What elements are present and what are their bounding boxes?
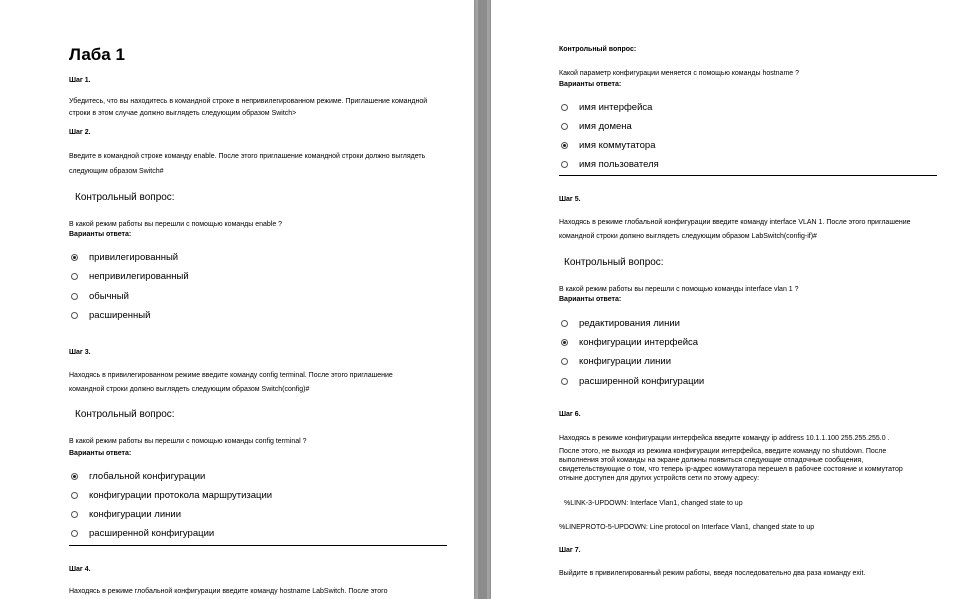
radio-icon[interactable] [71,511,78,518]
page-gap [478,0,487,599]
option-q1-1[interactable] [71,250,178,264]
step-5-text-line2: командной строки должно выглядеть следующим образом LabSwitch(config-if)# [559,233,817,240]
step-5-text-line1: Находясь в режиме глобальной конфигурации введите команду interface VLAN 1. После этого приглашение [559,219,911,226]
option-q3-4[interactable] [561,157,659,171]
option-q2-2[interactable] [71,488,272,502]
step-2-text-line1: Введите в командной строке команду enable. После этого приглашение командной строки должно выглядеть [69,153,426,160]
option-label: имя коммутатора [579,139,656,151]
question-2-text: В какой режим работы вы перешли с помощью команды config terminal ? [69,438,307,445]
option-label: привилегированный [89,251,179,263]
step-6-para-line3: свидетельствующие о том, что теперь ip-адрес коммутатора перешел в рабочее состояние и коммутатор [559,466,903,473]
step-3-text-line2: командной строки должно выглядеть следующим образом Switch(config)# [69,386,310,393]
option-label: глобальной конфигурации [89,470,206,482]
radio-selected-icon[interactable] [561,142,568,149]
option-label: имя домена [579,120,632,132]
debug-message-2: %LINEPROTO-5-UPDOWN: Line protocol on Interface Vlan1, changed state to up [559,524,815,531]
option-label: непривилегированный [89,270,189,282]
page-title: Лаба 1 [69,45,125,64]
radio-icon[interactable] [561,104,568,111]
document-page-right [491,0,972,599]
answers-label-2: Варианты ответа: [69,450,132,457]
option-q2-4[interactable] [71,526,214,540]
control-question-heading-1: Контрольный вопрос: [75,192,175,203]
option-q2-3[interactable] [71,507,181,521]
option-label: конфигурации интерфейса [579,336,699,348]
control-question-heading-2: Контрольный вопрос: [75,409,175,420]
radio-selected-icon[interactable] [71,254,78,261]
step-6-label: Шаг 6. [559,411,581,418]
option-label: расширенный [89,309,151,321]
option-label: имя пользователя [579,158,659,170]
question-1-text: В какой режим работы вы перешли с помощью команды enable ? [69,221,283,228]
option-q4-1[interactable] [561,316,680,330]
question-4-text: В какой режим работы вы перешли с помощью команды interface vlan 1 ? [559,286,799,293]
radio-icon[interactable] [71,273,78,280]
radio-selected-icon[interactable] [561,339,568,346]
option-q1-2[interactable] [71,269,189,283]
answers-label-3: Варианты ответа: [559,81,622,88]
radio-icon[interactable] [71,293,78,300]
step-1-label: Шаг 1. [69,77,91,84]
option-q4-2[interactable] [561,335,698,349]
step-7-label: Шаг 7. [559,547,581,554]
step-3-text-line1: Находясь в привилегированном режиме введите команду config terminal. После этого приглашение [69,372,393,379]
step-3-label: Шаг 3. [69,349,91,356]
option-q4-3[interactable] [561,354,671,368]
radio-icon[interactable] [561,320,568,327]
option-q1-3[interactable] [71,289,129,303]
radio-icon[interactable] [71,312,78,319]
divider [559,175,937,176]
option-label: конфигурации протокола маршрутизации [89,489,273,501]
step-6-para-line2: выполнения этой команды на экране должны появиться следующие отладочные сообщения, [559,457,864,464]
step-1-text-line1: Убедитесь, что вы находитесь в командной строке в непривилегированном режиме. Приглашение командной [69,98,428,105]
radio-icon[interactable] [561,358,568,365]
control-question-heading-3: Контрольный вопрос: [559,46,637,53]
debug-message-1: %LINK-3-UPDOWN: Interface Vlan1, changed state to up [564,500,743,507]
step-2-label: Шаг 2. [69,129,91,136]
option-label: обычный [89,290,129,302]
option-label: расширенной конфигурации [579,375,705,387]
option-label: расширенной конфигурации [89,527,215,539]
radio-icon[interactable] [561,161,568,168]
option-q3-2[interactable] [561,119,632,133]
answers-label-4: Варианты ответа: [559,296,622,303]
step-5-label: Шаг 5. [559,196,581,203]
step-7-text-line1: Выйдите в привилегированный режим работы, введя последовательно два раза команду exit. [559,570,866,577]
document-page-left [0,0,474,599]
option-label: редактирования линии [579,317,680,329]
option-q3-1[interactable] [561,100,652,114]
radio-selected-icon[interactable] [71,473,78,480]
question-3-text: Какой параметр конфигурации меняется с помощью команды hostname ? [559,70,800,77]
option-q3-3[interactable] [561,138,656,152]
radio-icon[interactable] [71,530,78,537]
step-6-para-line1: После этого, не выходя из режима конфигурации интерфейса, введите команду no shutdown. После [559,448,887,455]
option-q1-4[interactable] [71,308,150,322]
radio-icon[interactable] [71,492,78,499]
step-4-label: Шаг 4. [69,566,91,573]
control-question-heading-4: Контрольный вопрос: [564,257,664,268]
radio-icon[interactable] [561,123,568,130]
step-2-text-line2: следующим образом Switch# [69,168,164,175]
option-q2-1[interactable] [71,469,205,483]
divider [69,545,447,546]
step-6-text-line1: Находясь в режиме конфигурации интерфейса введите команду ip address 10.1.1.100 255.255.255.0 . [559,435,890,442]
option-label: конфигурации линии [89,508,181,520]
step-6-para-line4: отныне доступен для других устройств сети по этому адресу: [559,475,760,482]
step-1-text-line2: строки в этом случае должно выглядеть следующим образом Switch> [69,110,297,117]
option-label: имя интерфейса [579,101,653,113]
step-4-text-line1: Находясь в режиме глобальной конфигурации введите команду hostname LabSwitch. После этого [69,588,388,595]
radio-icon[interactable] [561,378,568,385]
option-q4-4[interactable] [561,374,704,388]
answers-label-1: Варианты ответа: [69,231,132,238]
option-label: конфигурации линии [579,355,671,367]
